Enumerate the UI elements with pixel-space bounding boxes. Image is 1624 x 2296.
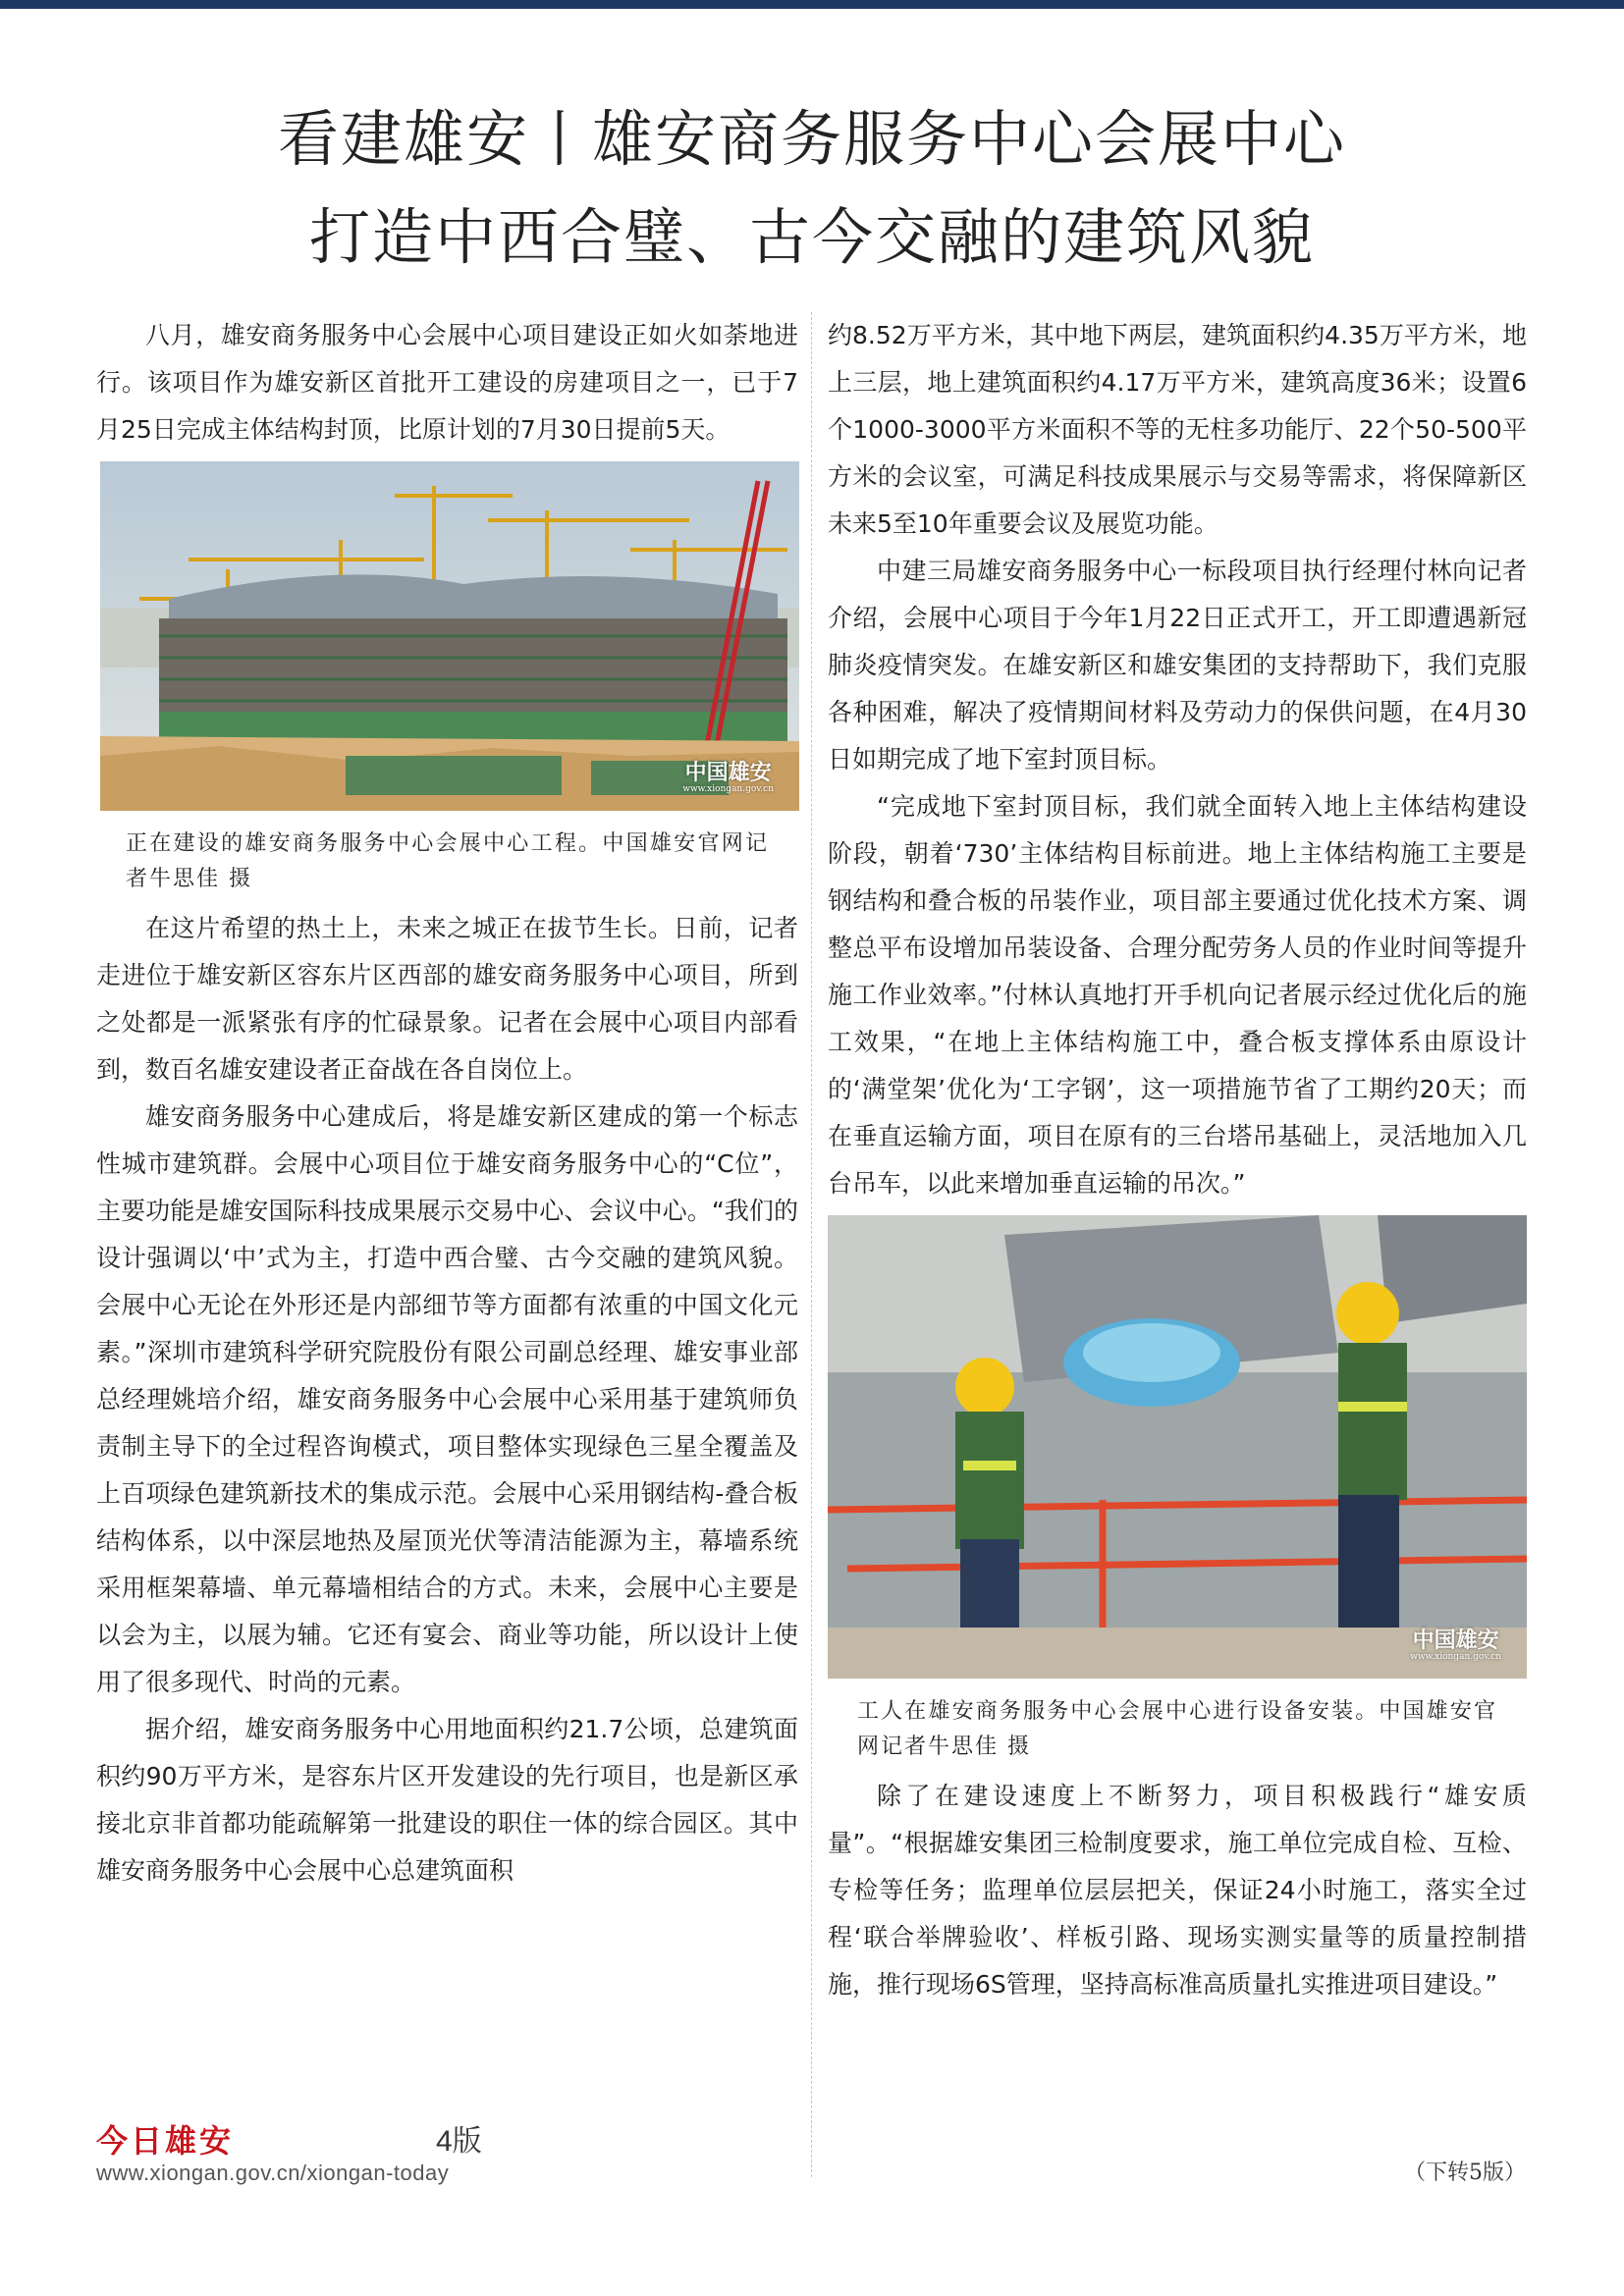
- paragraph: 在这片希望的热土上，未来之城正在拔节生长。日前，记者走进位于雄安新区容东片区西部的雄安商务服务中心项目，所到之处都是一派紧张有序的忙碌景象。记者在会展中心项目内部看到，数百名雄安建设者正奋战在各自岗位上。: [96, 914, 798, 1084]
- top-bar: [0, 0, 1624, 9]
- workers-illustration: [828, 1215, 1527, 1679]
- footer-url: www.xiongan.gov.cn/xiongan-today: [96, 2161, 450, 2185]
- column-divider: [811, 312, 812, 2177]
- paragraph: 八月，雄安商务服务中心会展中心项目建设正如火如荼地进行。该项目作为雄安新区首批开工建设的房建项目之一，已于7月25日完成主体结构封顶，比原计划的7月30日提前5天。: [96, 321, 798, 444]
- photo-caption: 正在建设的雄安商务服务中心会展中心工程。中国雄安官网记者牛思佳 摄: [126, 831, 769, 891]
- construction-site-photo: [100, 461, 799, 811]
- newspaper-logo: 今日雄安: [96, 2122, 235, 2160]
- paragraph: 除了在建设速度上不断努力，项目积极践行“雄安质量”。“根据雄安集团三检制度要求，施工单位完成自检、互检、专检等任务；监理单位层层把关，保证24小时施工，落实全过程‘联合举牌验收’、样板引路、现场实测实量等的质量控制措施，推行现场6S管理，坚持高标准高质量扎实推进项目建设。”: [828, 1782, 1527, 1999]
- watermark: [1410, 1629, 1501, 1663]
- watermark-url: www.xiongan.gov.cn: [682, 784, 774, 794]
- watermark: [682, 761, 774, 795]
- title-line-1: 看建雄安丨雄安商务服务中心会展中心: [277, 103, 1346, 175]
- watermark-url: www.xiongan.gov.cn: [1410, 1652, 1501, 1662]
- left-column: [96, 312, 798, 1895]
- continued-note: （下转5版）: [1404, 2161, 1526, 2185]
- workers-installing-equipment-photo: [828, 1215, 1527, 1679]
- paragraph: 雄安商务服务中心建成后，将是雄安新区建成的第一个标志性城市建筑群。会展中心项目位于雄安商务服务中心的“C位”，主要功能是雄安国际科技成果展示交易中心、会议中心。“我们的设计强调以‘中’式为主，打造中西合璧、古今交融的建筑风貌。会展中心无论在外形还是内部细节等方面都有浓重的中国文化元素。”深圳市建筑科学研究院股份有限公司副总经理、雄安事业部总经理姚培介绍，雄安商务服务中心会展中心采用基于建筑师负责制主导下的全过程咨询模式，项目整体实现绿色三星全覆盖及上百项绿色建筑新技术的集成示范。会展中心采用钢结构-叠合板结构体系，以中深层地热及屋顶光伏等清洁能源为主，幕墙系统采用框架幕墙、单元幕墙相结合的方式。未来，会展中心主要是以会为主，以展为辅。它还有宴会、商业等功能，所以设计上使用了很多现代、时尚的元素。: [96, 1102, 798, 1696]
- title-line-2: 打造中西合璧、古今交融的建筑风貌: [308, 201, 1315, 273]
- right-column: [828, 312, 1527, 2008]
- page-number: 4版: [436, 2125, 482, 2158]
- paragraph: “完成地下室封顶目标，我们就全面转入地上主体结构建设阶段，朝着‘730’主体结构目标前进。地上主体结构施工主要是钢结构和叠合板的吊装作业，项目部主要通过优化技术方案、调整总平布设增加吊装设备、合理分配劳务人员的作业时间等提升施工作业效率。”付林认真地打开手机向记者展示经过优化后的施工效果，“在地上主体结构施工中，叠合板支撑体系由原设计的‘满堂架’优化为‘工字钢’，这一项措施节省了工期约20天；而在垂直运输方面，项目在原有的三台塔吊基础上，灵活地加入几台吊车，以此来增加垂直运输的吊次。”: [828, 792, 1527, 1198]
- watermark-logo: 中国雄安: [684, 760, 772, 785]
- photo-caption: 工人在雄安商务服务中心会展中心进行设备安装。中国雄安官网记者牛思佳 摄: [857, 1699, 1497, 1759]
- paragraph: 中建三局雄安商务服务中心一标段项目执行经理付林向记者介绍，会展中心项目于今年1月22日正式开工，开工即遭遇新冠肺炎疫情突发。在雄安新区和雄安集团的支持帮助下，我们克服各种困难，解决了疫情期间材料及劳动力的保供问题，在4月30日如期完成了地下室封顶目标。: [828, 557, 1527, 774]
- paragraph: 据介绍，雄安商务服务中心用地面积约21.7公顷，总建筑面积约90万平方米，是容东片区开发建设的先行项目，也是新区承接北京非首都功能疏解第一批建设的职住一体的综合园区。其中雄安商务服务中心会展中心总建筑面积: [96, 1715, 798, 1885]
- construction-site-illustration: [100, 461, 799, 811]
- article-title: [0, 90, 1624, 287]
- watermark-logo: 中国雄安: [1412, 1628, 1499, 1653]
- paragraph: 约8.52万平方米，其中地下两层，建筑面积约4.35万平方米，地上三层，地上建筑面积约4.17万平方米，建筑高度36米；设置6个1000-3000平方米面积不等的无柱多功能厅、22个50-500平方米的会议室，可满足科技成果展示与交易等需求，将保障新区未来5至10年重要会议及展览功能。: [828, 321, 1527, 538]
